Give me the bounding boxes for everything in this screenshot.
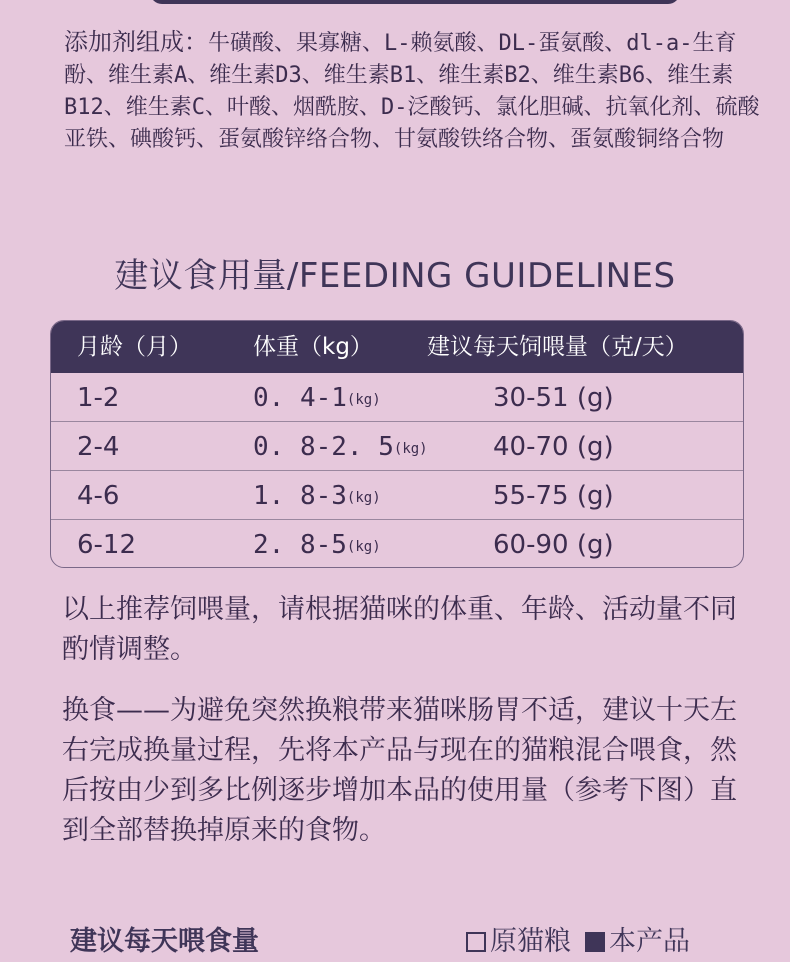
table-header bbox=[51, 321, 743, 373]
additives-label: 添加剂组成： bbox=[64, 28, 208, 56]
row-weight-unit: (kg) bbox=[346, 490, 381, 506]
daily-feeding-title: 建议每天喂食量 bbox=[70, 926, 259, 957]
header-weight: 体重（kg） bbox=[253, 334, 373, 360]
row-weight-unit: (kg) bbox=[346, 392, 381, 408]
row-weight-unit: (kg) bbox=[346, 539, 381, 555]
row-amount: 60-90 (g) bbox=[493, 530, 614, 560]
feeding-table bbox=[50, 320, 744, 568]
row-age: 1-2 bbox=[77, 383, 120, 413]
legend bbox=[466, 922, 690, 962]
row-weight: 0. 8-2. 5(kg) bbox=[253, 432, 428, 462]
table-row bbox=[51, 373, 743, 422]
header-amount: 建议每天饲喂量（克/天） bbox=[427, 334, 688, 360]
top-banner-bar bbox=[150, 0, 680, 4]
row-amount: 55-75 (g) bbox=[493, 481, 614, 511]
row-age: 4-6 bbox=[77, 481, 120, 511]
row-amount: 40-70 (g) bbox=[493, 432, 614, 462]
row-amount: 30-51 (g) bbox=[493, 383, 614, 413]
additives-section bbox=[64, 26, 780, 156]
row-age: 6-12 bbox=[77, 530, 137, 560]
additives-text: 牛磺酸、果寡糖、L-赖氨酸、DL-蛋氨酸、dl-a-生育酚、维生素A、维生素D3、维生素B1、维生素B2、维生素B6、维生素B12、维生素C、叶酸、烟酰胺、D-泛酸钙、氯化胆碱、抗氧化剂、硫酸亚铁、碘酸钙、蛋氨酸锌络合物、甘氨酸铁络合物、蛋氨酸铜络合物 bbox=[64, 31, 760, 152]
legend-product-swatch-icon bbox=[585, 932, 605, 952]
legend-original-swatch-icon bbox=[466, 932, 486, 952]
row-weight: 0. 4-1(kg) bbox=[253, 383, 381, 413]
legend-product-label: 本产品 bbox=[609, 926, 690, 957]
row-weight: 1. 8-3(kg) bbox=[253, 481, 381, 511]
table-row bbox=[51, 422, 743, 471]
table-row bbox=[51, 520, 743, 568]
table-row bbox=[51, 471, 743, 520]
adjust-note: 以上推荐饲喂量，请根据猫咪的体重、年龄、活动量不同酌情调整。 bbox=[62, 594, 737, 665]
feeding-guidelines-title: 建议食用量/FEEDING GUIDELINES bbox=[114, 256, 676, 296]
legend-original-label: 原猫粮 bbox=[490, 926, 571, 957]
row-weight-unit: (kg) bbox=[393, 441, 428, 457]
transition-note: 换食——为避免突然换粮带来猫咪肠胃不适，建议十天左右完成换量过程，先将本产品与现在的猫粮混合喂食，然后按由少到多比例逐步增加本品的使用量（参考下图）直到全部替换掉原来的食物。 bbox=[62, 695, 737, 846]
header-age: 月龄（月） bbox=[77, 334, 192, 360]
row-weight: 2. 8-5(kg) bbox=[253, 530, 381, 560]
row-age: 2-4 bbox=[77, 432, 120, 462]
